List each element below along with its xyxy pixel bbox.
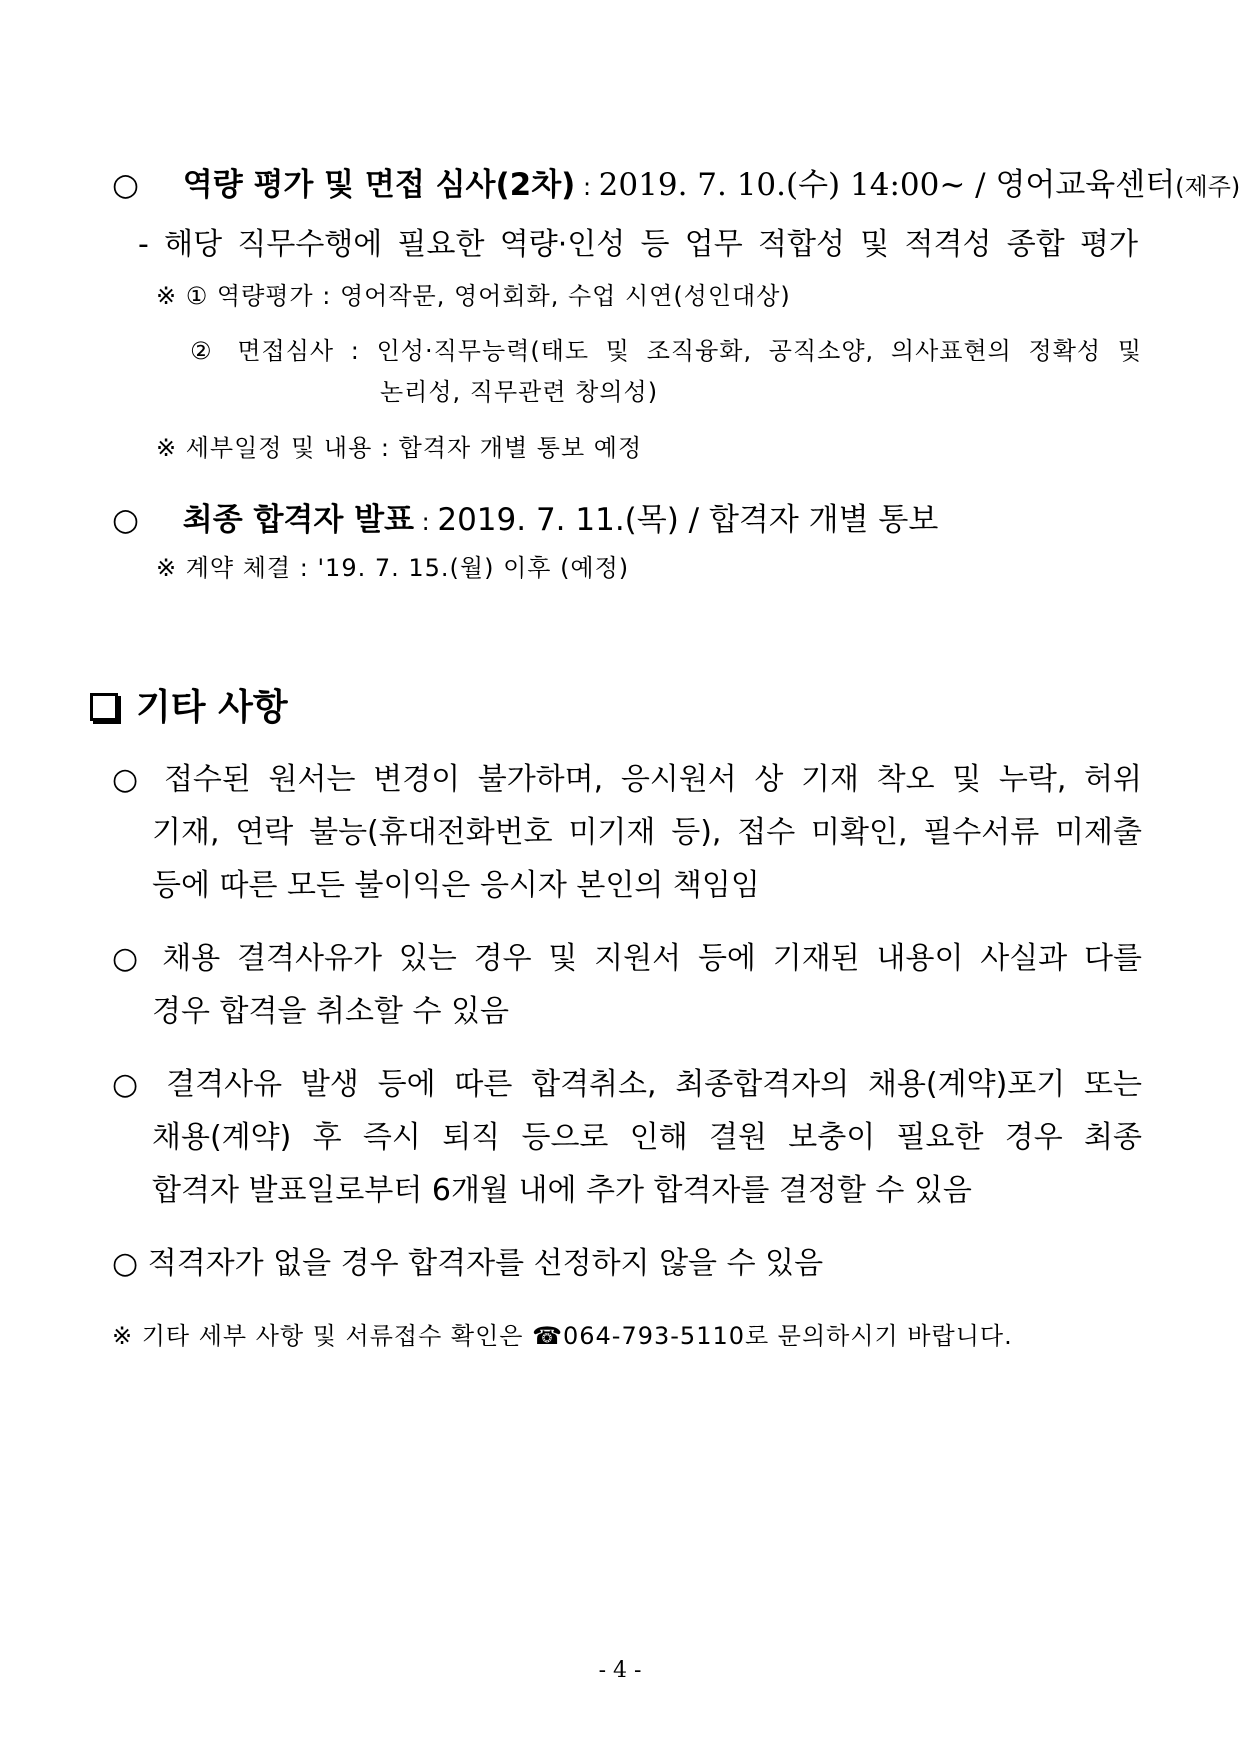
- notice-item-3-line3: 합격자 발표일로부터 6개월 내에 추가 합격자를 결정할 수 있음: [152, 1173, 972, 1208]
- evaluation-place: 영어교육센터: [995, 167, 1176, 203]
- final-announcement-detail: 2019. 7. 11.(목) / 합격자 개별 통보: [437, 502, 939, 538]
- page-number: - 4 -: [598, 1658, 642, 1683]
- evaluation-description: - 해당 직무수행에 필요한 역량·인성 등 업무 적합성 및 적격성 종합 평가: [138, 227, 1138, 262]
- note-interview-line1: ② 면접심사 : 인성·직무능력(태도 및 조직융화, 공직소양, 의사표현의 정확성 및: [190, 337, 1142, 365]
- notice-item-4-line1: ○ 적격자가 없을 경우 합격자를 선정하지 않을 수 있음: [112, 1246, 824, 1281]
- note-interview-line2: 논리성, 직무관련 창의성): [380, 378, 659, 406]
- checkbox-square-icon: [90, 693, 118, 721]
- section-heading-text: 기타 사항: [136, 687, 288, 728]
- contact-note: ※ 기타 세부 사항 및 서류접수 확인은 ☎064-793-5110로 문의하시기 바랍니다.: [112, 1322, 1013, 1350]
- notice-item-3-line2: 채용(계약) 후 즉시 퇴직 등으로 인해 결원 보충이 필요한 경우 최종: [152, 1120, 1142, 1155]
- final-announcement-title: 최종 합격자 발표: [182, 502, 414, 538]
- evaluation-title: 역량 평가 및 면접 심사(2차): [182, 167, 576, 203]
- notice-item-1-line2: 기재, 연락 불능(휴대전화번호 미기재 등), 접수 미확인, 필수서류 미제출: [152, 815, 1142, 850]
- bullet: ○: [112, 167, 140, 203]
- notice-item-2-line1: ○ 채용 결격사유가 있는 경우 및 지원서 등에 기재된 내용이 사실과 다를: [112, 941, 1142, 976]
- final-announcement-item: [112, 502, 939, 538]
- evaluation-item: [112, 167, 1240, 203]
- notice-item-1-line1: ○ 접수된 원서는 변경이 불가하며, 응시원서 상 기재 착오 및 누락, 허위: [112, 762, 1142, 797]
- notice-item-1-line3: 등에 따른 모든 불이익은 응시자 본인의 책임임: [152, 868, 760, 903]
- evaluation-place-region: (제주): [1175, 173, 1240, 201]
- note-contract: ※ 계약 체결 : '19. 7. 15.(월) 이후 (예정): [156, 554, 630, 582]
- note-competency: ※ ① 역량평가 : 영어작문, 영어회화, 수업 시연(성인대상): [156, 282, 791, 310]
- separator: :: [575, 173, 599, 201]
- note-schedule: ※ 세부일정 및 내용 : 합격자 개별 통보 예정: [156, 434, 643, 462]
- notice-item-2-line2: 경우 합격을 취소할 수 있음: [152, 994, 509, 1029]
- section-heading: [90, 687, 288, 728]
- bullet: ○: [112, 502, 140, 538]
- separator: :: [414, 508, 438, 536]
- notice-item-3-line1: ○ 결격사유 발생 등에 따른 합격취소, 최종합격자의 채용(계약)포기 또는: [112, 1067, 1142, 1102]
- evaluation-date: 2019. 7. 10.(수) 14:00~ /: [598, 167, 996, 203]
